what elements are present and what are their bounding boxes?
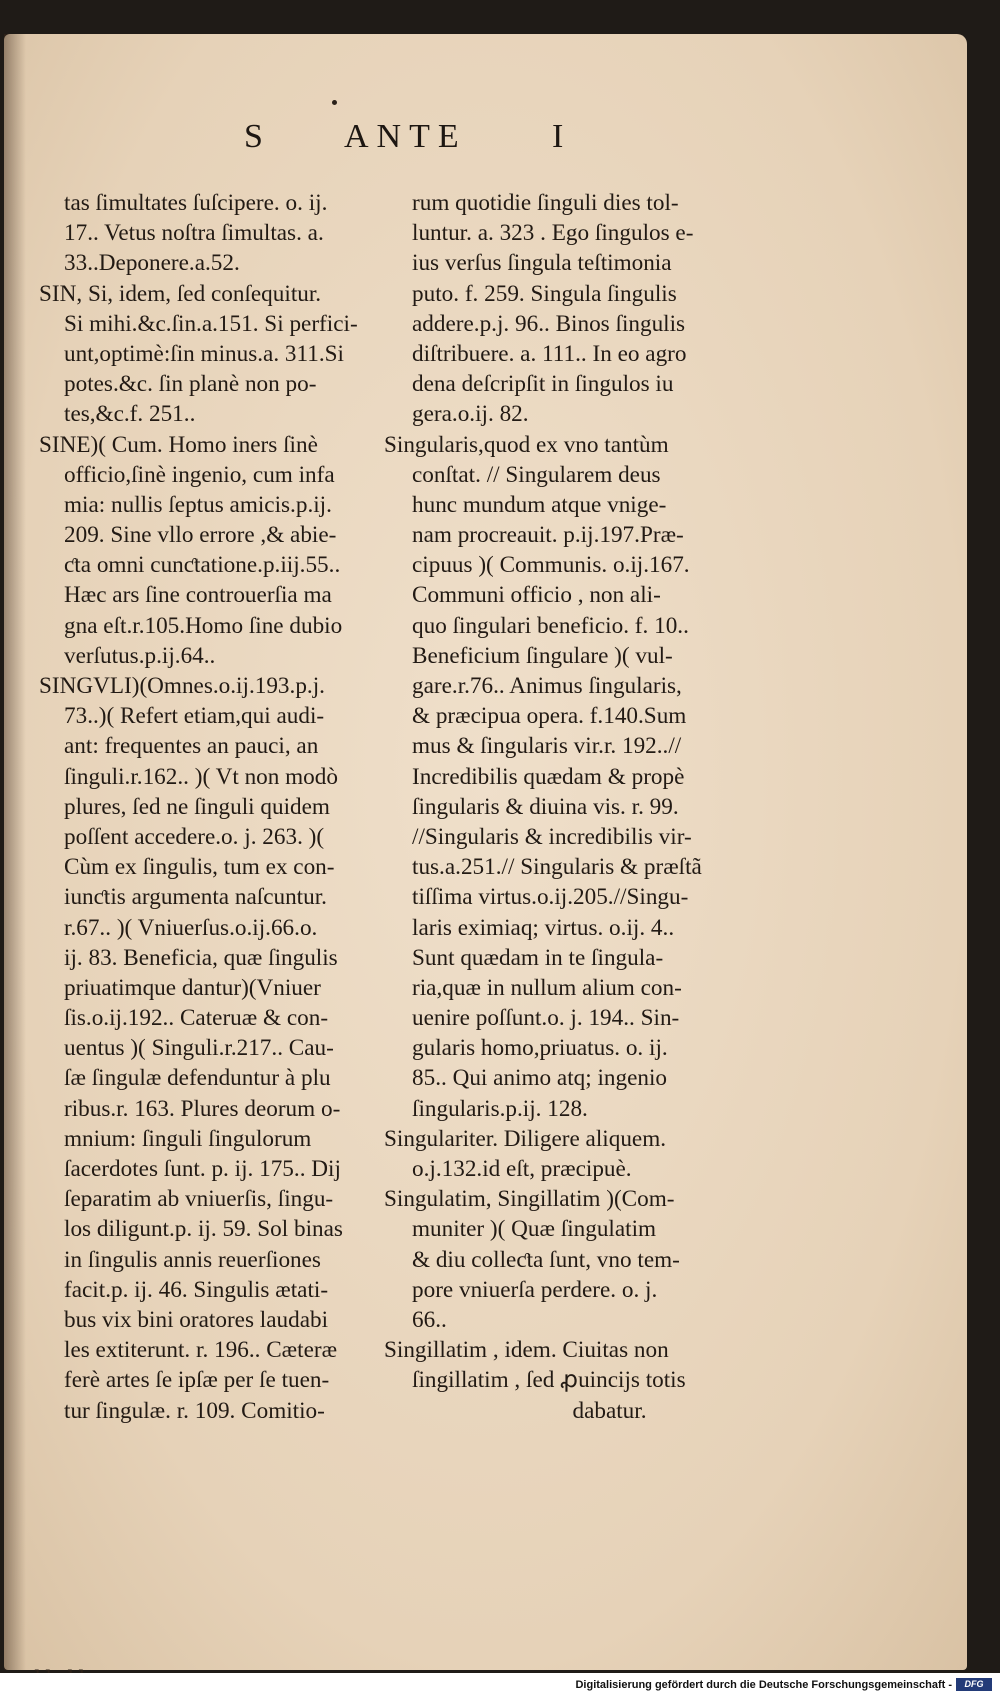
right-column-line: mus & ſingularis vir.r. 192..// <box>412 733 682 760</box>
book-page <box>4 34 967 1670</box>
right-column-line: tiſſima virtus.o.ij.205.//Singu- <box>412 884 689 911</box>
left-column-line: verſutus.p.ij.64.. <box>64 642 216 669</box>
right-column-line: muniter )( Quæ ſingulatim <box>412 1216 657 1243</box>
right-column-line: luntur. a. 323 . Ego ſingulos e- <box>412 220 694 247</box>
left-column-line: in ſingulis annis reuerſiones <box>64 1246 321 1273</box>
left-column-line: tes,&c.f. 251.. <box>64 401 196 428</box>
left-column-line: gna eſt.r.105.Homo ſine dubio <box>64 612 343 639</box>
left-column-line: Cùm ex ſingulis, tum ex con- <box>64 854 335 881</box>
right-column-line: conſtat. // Singularem deus <box>412 461 661 488</box>
signature-mark: S <box>244 118 263 155</box>
right-column-line: gare.r.76.. Animus ſingularis, <box>412 673 682 699</box>
left-column-line: plures, ſed ne ſinguli quidem <box>64 793 330 820</box>
left-column-line: mia: nullis ſeptus amicis.p.ij. <box>64 491 332 518</box>
left-column-line: ſinguli.r.162.. )( Vt non modò <box>64 763 338 790</box>
dfg-logo: DFG <box>956 1678 992 1691</box>
left-column-line: ſæ ſingulæ defenduntur à plu <box>64 1065 331 1092</box>
left-column <box>39 188 404 1426</box>
left-column-line: ƈta omni cunƈtatione.p.iij.55.. <box>64 552 341 579</box>
right-column <box>384 188 807 1426</box>
left-column-line: ant: frequentes an pauci, an <box>64 733 319 760</box>
left-column-line: Si mihi.&c.ſin.a.151. Si perfici- <box>64 310 358 337</box>
left-column-line: bus vix bini oratores laudabi <box>64 1306 329 1333</box>
left-column-line: Hæc ars ſine controuerſia ma <box>64 582 332 609</box>
left-column-line: potes.&c. ſin planè non po- <box>64 371 317 398</box>
right-column-line: nam procreauit. p.ij.197.Præ- <box>412 522 684 549</box>
right-column-line: //Singularis & incredibilis vir- <box>412 823 692 850</box>
right-column-line: puto. f. 259. Singula ſingulis <box>412 280 677 307</box>
left-column-line: ſacerdotes ſunt. p. ij. 175.. Dij <box>64 1156 341 1182</box>
right-column-line: pore vniuerſa perdere. o. j. <box>412 1276 658 1303</box>
ink-dot <box>332 100 337 105</box>
right-column-line: Communi officio , non ali- <box>412 582 661 609</box>
left-column-line: SINE)( Cum. Homo iners ſinè <box>39 431 318 458</box>
right-column-line: diſtribuere. a. 111.. In eo agro <box>412 340 687 367</box>
left-column-line: ferè artes ſe ipſæ per ſe tuen- <box>64 1367 330 1394</box>
right-column-line: Incredibilis quædam & propè <box>412 763 685 790</box>
left-column-line: 73..)( Refert etiam,qui audi- <box>64 703 325 730</box>
right-column-line: ſingularis.p.ij. 128. <box>412 1095 588 1122</box>
left-column-line: poſſent accedere.o. j. 263. )( <box>64 823 325 850</box>
right-column-line: & præcipua opera. f.140.Sum <box>412 703 687 730</box>
right-column-line: tus.a.251.// Singularis & præſtã <box>412 854 702 881</box>
left-column-line: facit.p. ij. 46. Singulis ætati- <box>64 1276 329 1303</box>
left-column-line: ſeparatim ab vniuerſis, ſingu- <box>64 1186 334 1213</box>
right-column-line: quo ſingulari beneficio. f. 10.. <box>412 612 689 639</box>
left-column-line: iunƈtis argumenta naſcuntur. <box>64 884 327 911</box>
right-column-line: Singulariter. Diligere aliquem. <box>384 1125 667 1152</box>
right-column-line: uenire poſſunt.o. j. 194.. Sin- <box>412 1005 680 1032</box>
right-column-line: cipuus )( Communis. o.ij.167. <box>412 552 690 579</box>
left-column-line: tur ſingulæ. r. 109. Comitio- <box>64 1397 325 1424</box>
right-column-line: gularis homo,priuatus. o. ij. <box>412 1035 668 1062</box>
left-column-line: SINGVLI)(Omnes.o.ij.193.p.j. <box>39 673 325 699</box>
right-column-line: o.j.132.id eſt, præcipuè. <box>412 1156 632 1182</box>
running-header <box>4 118 967 178</box>
left-column-line: SIN, Si, idem, ſed conſequitur. <box>39 280 322 307</box>
binding-shadow <box>4 34 26 1670</box>
left-column-line: uentus )( Singuli.r.217.. Cau- <box>64 1035 334 1062</box>
right-column-line: addere.p.j. 96.. Binos ſingulis <box>412 310 686 337</box>
left-column-line: les extiterunt. r. 196.. Cæteræ <box>64 1337 338 1364</box>
left-column-line: ij. 83. Beneficia, quæ ſingulis <box>64 944 338 971</box>
left-column-line: 33..Deponere.a.52. <box>64 250 240 277</box>
right-column-line: dabatur. <box>572 1397 647 1424</box>
right-column-line: 85.. Qui animo atq; ingenio <box>412 1065 668 1092</box>
right-column-line: ria,quæ in nullum alium con- <box>412 974 682 1001</box>
running-head: ANTE <box>344 118 467 155</box>
right-column-line: & diu colleƈta ſunt, vno tem- <box>412 1246 680 1273</box>
right-column-line: ſingularis & diuina vis. r. 99. <box>412 793 679 820</box>
left-column-line: tas ſimultates ſuſcipere. o. ij. <box>64 190 328 216</box>
right-column-line: Singillatim , idem. Ciuitas non <box>384 1337 669 1364</box>
right-column-line: ſingillatim , ſed ꝓuincijs totis <box>412 1367 686 1394</box>
right-column-line: laris eximiaq; virtus. o.ij. 4.. <box>412 914 675 941</box>
right-column-line: dena deſcripſit in ſingulos iu <box>412 371 674 398</box>
right-column-line: Singularis,quod ex vno tantùm <box>384 431 669 458</box>
right-column-line: ius verſus ſingula teſtimonia <box>412 250 672 277</box>
left-column-line: ſis.o.ij.192.. Cateruæ & con- <box>64 1005 329 1032</box>
right-column-line: Singulatim, Singillatim )(Com- <box>384 1186 675 1213</box>
left-column-line: 209. Sine vllo errore ,& abie- <box>64 522 337 549</box>
right-column-line: 66.. <box>412 1306 447 1333</box>
left-column-line: 17.. Vetus noſtra ſimultas. a. <box>64 220 324 247</box>
column-letter: I <box>552 118 564 155</box>
digitization-footer <box>0 1673 1000 1697</box>
left-column-line: ribus.r. 163. Plures deorum o- <box>64 1095 341 1122</box>
footer-credit: Digitalisierung gefördert durch die Deutsche Forschungsgemeinschaft - <box>575 1679 952 1691</box>
right-column-line: gera.o.ij. 82. <box>412 401 529 428</box>
right-column-line: Sunt quædam in te ſingula- <box>412 944 664 971</box>
left-column-line: officio,ſinè ingenio, cum infa <box>64 461 335 488</box>
right-column-line: Beneficium ſingulare )( vul- <box>412 642 673 669</box>
left-column-line: los diligunt.p. ij. 59. Sol binas <box>64 1216 343 1243</box>
left-column-line: mnium: ſinguli ſingulorum <box>64 1125 312 1152</box>
left-column-line: unt,optimè:ſin minus.a. 311.Si <box>64 340 344 367</box>
left-column-line: priuatimque dantur)(Vniuer <box>64 974 321 1001</box>
right-column-line: hunc mundum atque vnige- <box>412 491 667 518</box>
left-column-line: r.67.. )( Vniuerſus.o.ij.66.o. <box>64 914 318 941</box>
right-column-line: rum quotidie ſinguli dies tol- <box>412 190 679 216</box>
